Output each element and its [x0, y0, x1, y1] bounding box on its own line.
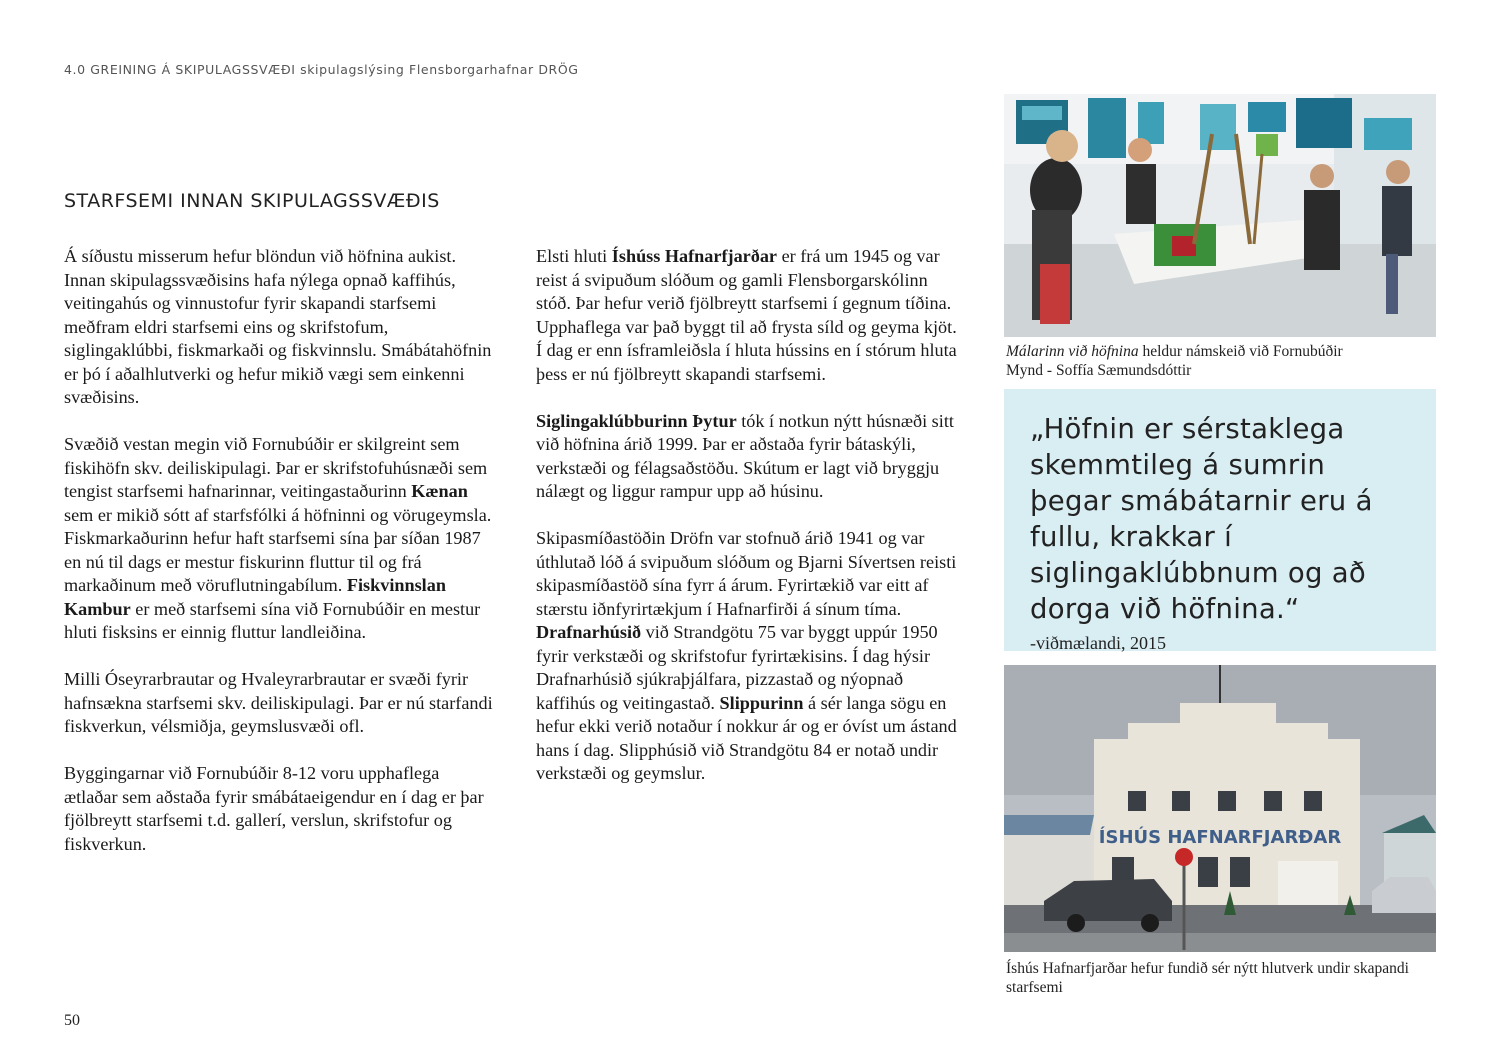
caption-italic: Málarinn við höfnina	[1006, 343, 1139, 360]
photo-painting-class	[1004, 94, 1436, 337]
paragraph: Á síðustu misserum hefur blöndun við höfnina aukist. Innan skipulagssvæðisins hafa nýlega opnað kaffihús, veitingahús og vinnustofur fyrir skapandi starfsemi meðfram eldri starfsemi eins og skrifstofum, siglingaklúbbi, fiskmarkaði og fiskvinnslu. Smábátahöfnin er þó í aðalhlutverki og hefur mikið vægi sem einkenni svæðisins.	[64, 246, 492, 407]
bold-term: Kænan	[411, 481, 468, 501]
bold-term: Siglingaklúbburinn Þytur	[536, 410, 737, 431]
photo-caption: Málarinn við höfnina heldur námskeið við Fornubúðir Mynd - Soffía Sæmundsdóttir	[1006, 343, 1343, 379]
photo-credit: Mynd - Soffía Sæmundsdóttir	[1006, 361, 1192, 379]
building-sign-text: ÍSHÚS HAFNARFJARÐAR	[1098, 827, 1342, 848]
paragraph: Siglingaklúbburinn Þytur tók í notkun nýtt húsnæði sitt við höfnina árið 1999. Þar er aðstaða fyrir bátaskýli, verkstæði og félagsaðstöðu. Skútum er lagt við bryggju nálægt og liggur rampur upp að húsinu.	[536, 410, 954, 501]
running-header: 4.0 GREINING Á SKIPULAGSSVÆÐI skipulagslýsing Flensborgarhafnar DRÖG	[64, 62, 579, 77]
bold-term: Íshúss Hafnarfjarðar	[611, 246, 778, 266]
paragraph: Milli Óseyrarbrautar og Hvaleyrarbrautar er svæði fyrir hafnsækna starfsemi skv. deiliskipulagi. Þar er nú starfandi fiskverkun, vélsmiðja, geymslusvæði ofl.	[64, 669, 493, 736]
section-title: STARFSEMI INNAN SKIPULAGSSVÆÐIS	[64, 190, 440, 212]
quote-box	[1004, 389, 1436, 651]
paragraph: Skipasmíðastöðin Dröfn var stofnuð árið 1941 og var úthlutað lóð á svipuðum slóðum og Bjarni Sívertsen reisti skipasmíðastöð sína fyrr á árum. Fyrirtækið var eitt af stærstu iðnfyrirtækjum í Hafnarfirði á sínum tíma. Drafnarhúsið við Strandgötu 75 var byggt uppúr 1950 fyrir verkstæði og skrifstofur fyrirtækisins. Í dag hýsir Drafnarhúsið sjúkraþjálfara, pizzastað og nýopnað kaffihús og veitingastað. Slippurinn á sér langa sögu en hefur ekki verið notaður í nokkur ár og er óvíst um ástand hans í dag. Slipphúsið við Strandgötu 84 er notað undir verkstæði og geymslur.	[536, 528, 957, 783]
text-column-left	[64, 245, 494, 880]
paragraph: Elsti hluti Íshúss Hafnarfjarðar er frá um 1945 og var reist á svipuðum slóðum og gamli Flensborgarskólinn stóð. Þar hefur verið fjölbreytt starfsemi í gegnum tíðina. Upphaflega var það byggt til að frysta síld og geyma kjöt. Í dag er enn ísframleiðsla í hluta hússins en í stórum hluta þess er nú fjölbreytt skapandi starfsemi.	[536, 246, 957, 384]
page-number: 50	[64, 1012, 80, 1029]
quote-text: „Höfnin er sérstaklega skemmtileg á sumrin þegar smábátarnir eru á fullu, krakkar í siglingaklúbbnum og að dorga við höfnina.“	[1030, 413, 1373, 625]
bold-term: Slippurinn	[719, 692, 804, 713]
bold-term: Fiskvinnslan Kambur	[64, 575, 446, 619]
text-column-middle	[536, 245, 966, 809]
bold-term: Drafnarhúsið	[536, 622, 642, 642]
paragraph: Svæðið vestan megin við Fornubúðir er skilgreint sem fiskihöfn skv. deiliskipulagi. Þar er skrifstofuhúsnæði sem tengist starfsemi hafnarinnar, veitingastaðurinn Kænan sem er mikið sótt af starfsfólki á höfninni og vörugeymsla. Fiskmarkaðurinn hefur haft starfsemi sína þar síðan 1987 en nú til dags er mestur fiskurinn fluttur til og frá markaðinum með vöruflutningabílum. Fiskvinnslan Kambur er með starfsemi sína við Fornubúðir en mestur hluti fisksins er einnig fluttur landleiðina.	[64, 434, 492, 642]
photo-ishus-building	[1004, 665, 1436, 952]
quote-attribution: -viðmælandi, 2015	[1030, 633, 1166, 653]
photo-caption: Íshús Hafnarfjarðar hefur fundið sér nýtt hlutverk undir skapandi starfsemi	[1006, 960, 1409, 996]
paragraph: Byggingarnar við Fornubúðir 8-12 voru upphaflega ætlaðar sem aðstaða fyrir smábátaeigendur en í dag er þar fjölbreytt starfsemi t.d. gallerí, verslun, skrifstofur og fiskverkun.	[64, 763, 484, 854]
